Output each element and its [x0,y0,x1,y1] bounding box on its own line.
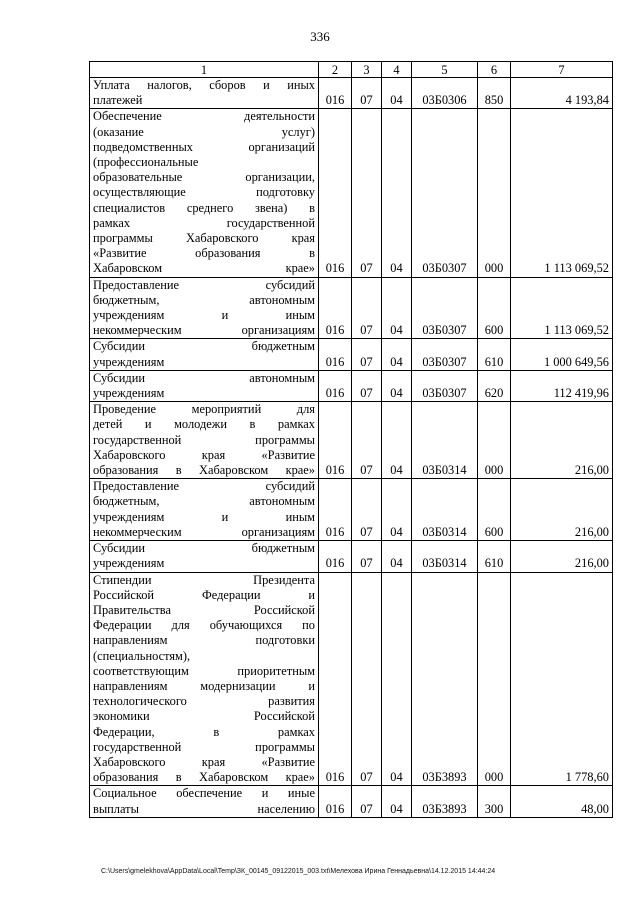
description-line: специалистов среднего звена) в [93,200,315,215]
section-code: 07 [352,541,382,572]
subsection-code: 04 [382,78,412,109]
row-description [90,370,319,401]
section-code: 07 [352,786,382,817]
row-description [90,541,319,572]
description-line: Российской Федерации и [93,587,315,602]
section-code: 07 [352,402,382,479]
table-row [90,479,613,541]
section-code: 07 [352,109,382,277]
description-line: Обеспечение деятельности [93,109,315,124]
admin-code: 016 [319,339,352,370]
page-number: 336 [310,29,330,44]
description-line: Стипендии Президента [93,572,315,587]
admin-code: 016 [319,78,352,109]
admin-code: 016 [319,370,352,401]
description-line: Хабаровского края «Развитие [93,447,315,462]
header-row [90,62,613,78]
admin-code: 016 [319,277,352,339]
description-line: Федерации для обучающихся по [93,618,315,633]
table-row [90,109,613,277]
expense-type-code: 000 [478,402,511,479]
row-description [90,786,319,817]
amount: 216,00 [511,541,613,572]
subsection-code: 04 [382,370,412,401]
admin-code: 016 [319,541,352,572]
description-line: учреждениям [93,556,165,571]
section-code: 07 [352,572,382,786]
description-line: некоммерческим организациям [93,323,315,338]
section-code: 07 [352,78,382,109]
target-article-code: 03Б0314 [412,402,478,479]
table-row [90,78,613,109]
description-line: «Развитие образования в [93,246,315,261]
description-line: направлениям подготовки [93,633,315,648]
section-code: 07 [352,479,382,541]
table-row [90,339,613,370]
description-line: Федерации, в рамках [93,724,315,739]
target-article-code: 03Б0307 [412,109,478,277]
description-line: Предоставление субсидий [93,277,315,292]
file-path-footer: C:\Users\gmelekhova\AppData\Local\Temp\ЗК_00145_09122015_003.txt\Мелехова Ирина Геннадьевна\14.12.2015 14:44:24 [101,868,496,875]
description-line: учреждениям [93,386,165,401]
column-header-4: 4 [382,62,412,78]
amount: 1 113 069,52 [511,277,613,339]
table-body [90,78,613,818]
target-article-code: 03Б0307 [412,339,478,370]
column-header-5: 5 [412,62,478,78]
admin-code: 016 [319,572,352,786]
expense-type-code: 600 [478,479,511,541]
subsection-code: 04 [382,572,412,786]
description-line: бюджетным, автономным [93,292,315,307]
budget-table [89,61,613,818]
amount: 216,00 [511,479,613,541]
table-row [90,370,613,401]
amount: 112 419,96 [511,370,613,401]
admin-code: 016 [319,786,352,817]
description-line: соответствующим приоритетным [93,663,315,678]
expense-type-code: 850 [478,78,511,109]
description-line: экономики Российской [93,709,315,724]
table-row [90,541,613,572]
expense-type-code: 610 [478,339,511,370]
column-header-6: 6 [478,62,511,78]
admin-code: 016 [319,109,352,277]
expense-type-code: 000 [478,572,511,786]
description-line: Социальное обеспечение и иные [93,786,315,801]
amount: 1 778,60 [511,572,613,786]
description-line: Хабаровском крае» [93,261,315,276]
description-line: учреждениям [93,354,165,369]
admin-code: 016 [319,479,352,541]
description-line: Хабаровского края «Развитие [93,754,315,769]
description-line: образования в Хабаровском крае» [93,463,315,478]
description-line: (оказание услуг) [93,124,315,139]
column-header-7: 7 [511,62,613,78]
amount: 216,00 [511,402,613,479]
target-article-code: 03Б0307 [412,277,478,339]
table-row [90,572,613,786]
description-line: (специальностям), [93,648,191,663]
amount: 48,00 [511,786,613,817]
description-line: бюджетным, автономным [93,494,315,509]
row-description [90,572,319,786]
expense-type-code: 620 [478,370,511,401]
description-line: некоммерческим организациям [93,524,315,539]
row-description [90,109,319,277]
table-row [90,786,613,817]
section-code: 07 [352,339,382,370]
table-row [90,402,613,479]
subsection-code: 04 [382,541,412,572]
target-article-code: 03Б3893 [412,572,478,786]
description-line: государственной программы [93,432,315,447]
admin-code: 016 [319,402,352,479]
description-line: программы Хабаровского края [93,231,315,246]
description-line: рамках государственной [93,215,315,230]
description-line: выплаты населению [93,801,315,816]
target-article-code: 03Б0314 [412,479,478,541]
description-line: Субсидии бюджетным [93,541,315,556]
description-line: образования в Хабаровском крае» [93,770,315,785]
description-line: Предоставление субсидий [93,479,315,494]
description-line: осуществляющие подготовку [93,185,315,200]
description-line: Субсидии автономным [93,370,315,385]
description-line: учреждениям и иным [93,509,315,524]
column-header-1: 1 [90,62,319,78]
row-description [90,339,319,370]
section-code: 07 [352,370,382,401]
subsection-code: 04 [382,109,412,277]
description-line: подведомственных организаций [93,139,315,154]
subsection-code: 04 [382,786,412,817]
description-line: (профессиональные [93,155,199,170]
target-article-code: 03Б0307 [412,370,478,401]
subsection-code: 04 [382,277,412,339]
row-description [90,277,319,339]
subsection-code: 04 [382,479,412,541]
description-line: Правительства Российской [93,602,315,617]
subsection-code: 04 [382,402,412,479]
expense-type-code: 000 [478,109,511,277]
row-description [90,402,319,479]
subsection-code: 04 [382,339,412,370]
target-article-code: 03Б3893 [412,786,478,817]
description-line: государственной программы [93,739,315,754]
description-line: Субсидии бюджетным [93,339,315,354]
expense-type-code: 610 [478,541,511,572]
row-description [90,479,319,541]
amount: 1 000 649,56 [511,339,613,370]
amount: 4 193,84 [511,78,613,109]
description-line: платежей [93,93,143,108]
section-code: 07 [352,277,382,339]
description-line: Проведение мероприятий для [93,402,315,417]
description-line: направлениям модернизации и [93,678,315,693]
column-header-3: 3 [352,62,382,78]
description-line: Уплата налогов, сборов и иных [93,78,315,92]
table-row [90,277,613,339]
description-line: детей и молодежи в рамках [93,417,315,432]
target-article-code: 03Б0306 [412,78,478,109]
expense-type-code: 600 [478,277,511,339]
amount: 1 113 069,52 [511,109,613,277]
description-line: образовательные организации, [93,170,315,185]
description-line: учреждениям и иным [93,308,315,323]
row-description [90,78,319,109]
column-header-2: 2 [319,62,352,78]
description-line: технологического развития [93,694,315,709]
target-article-code: 03Б0314 [412,541,478,572]
expense-type-code: 300 [478,786,511,817]
